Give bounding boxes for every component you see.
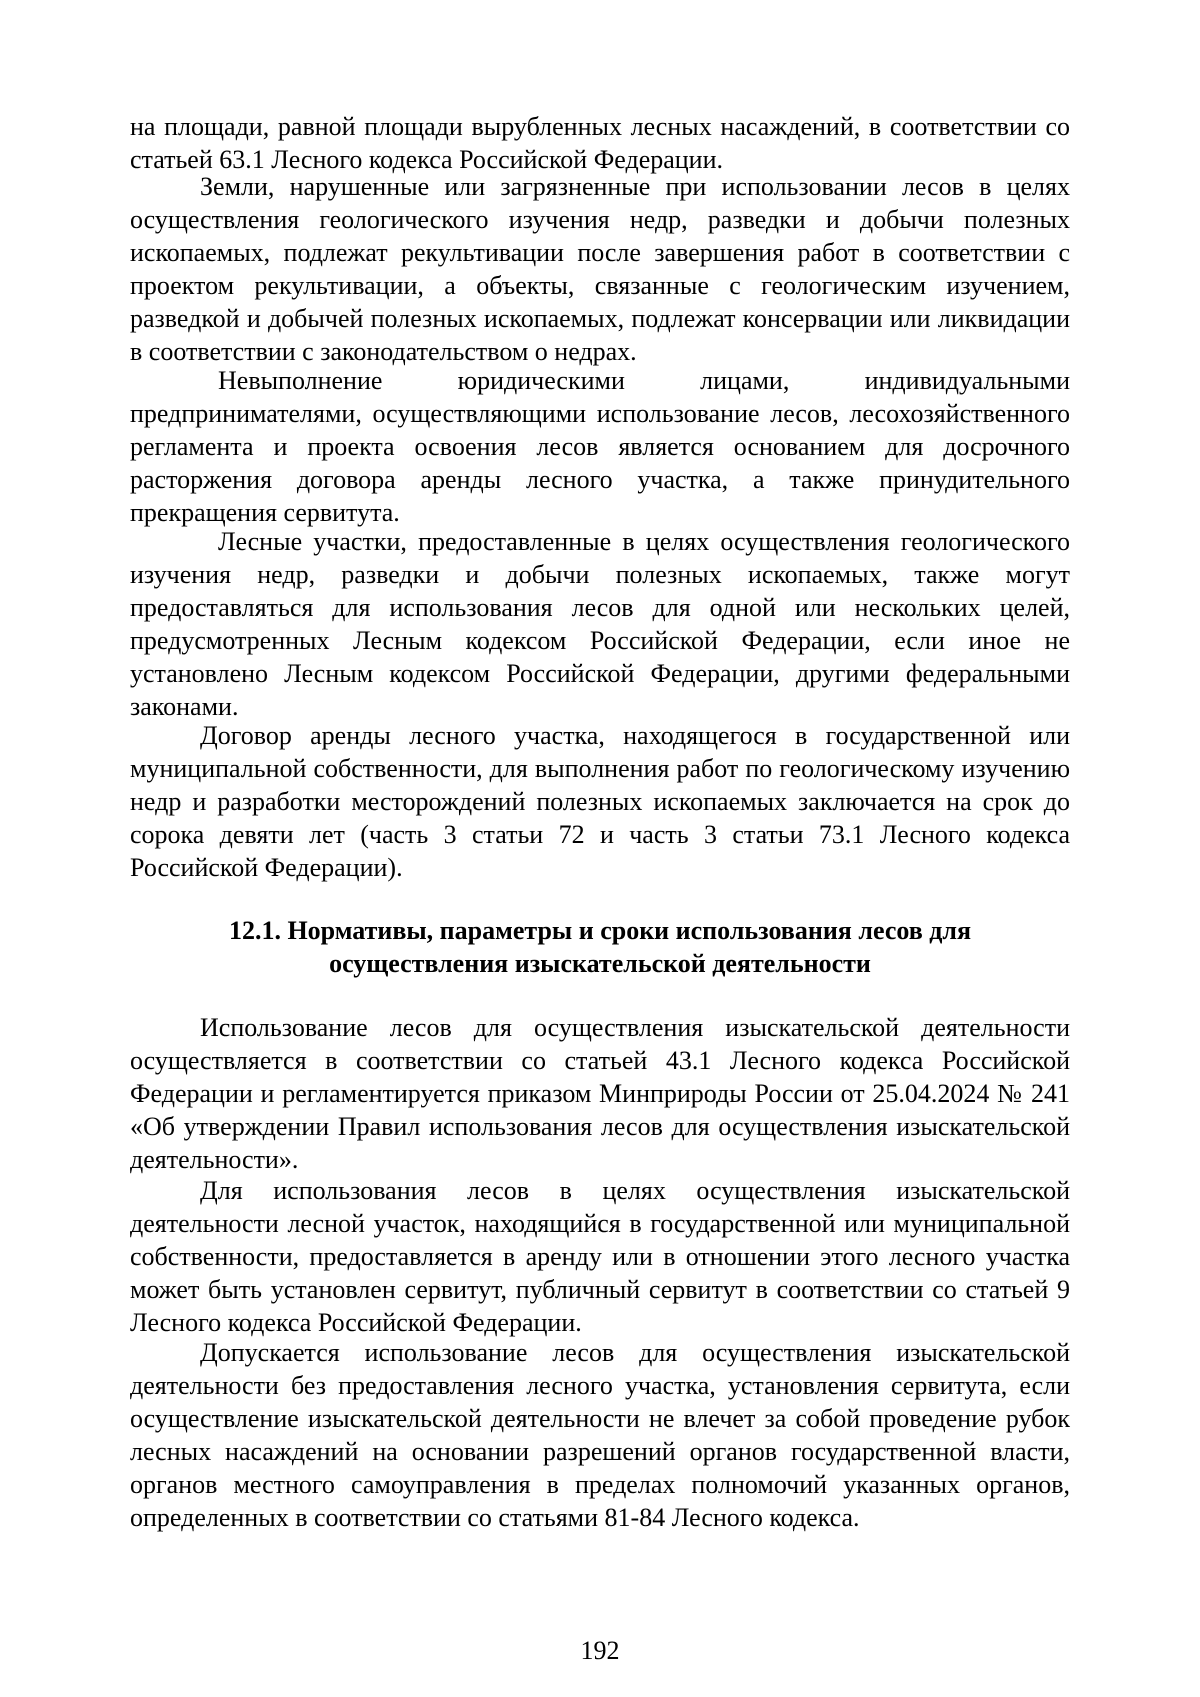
paragraph-survey-without-plot: Допускается использование лесов для осуществления изыскательской деятельности без предоставления лесного участка, установления сервитута, если осуществление изыскательской деятельности не влечет за собой проведение рубок лесных насаждений на основании разрешений органов государственной власти, органов местного самоуправления в пределах полномочий указанных органов, определенных в соответствии со статьями 81-84 Лесного кодекса. (130, 1338, 1070, 1532)
section-heading (130, 914, 1070, 980)
paragraph-non-compliance: Невыполнение юридическими лицами, индивидуальными предпринимателями, осуществляющими использование лесов, лесохозяйственного регламента и проекта освоения лесов является основанием для досрочного расторжения договора аренды лесного участка, а также принудительного прекращения сервитута. (130, 366, 1070, 527)
paragraph-lease-term: Договор аренды лесного участка, находящегося в государственной или муниципальной собственности, для выполнения работ по геологическому изучению недр и разработки месторождений полезных ископаемых заключается на срок до сорока девяти лет (часть 3 статьи 72 и часть 3 статьи 73.1 Лесного кодекса Российской Федерации). (130, 721, 1070, 882)
paragraph-survey-activity: Использование лесов для осуществления изыскательской деятельности осуществляется в соответствии со статьей 43.1 Лесного кодекса Российской Федерации и регламентируется приказом Минприроды России от 25.04.2024 № 241 «Об утверждении Правил использования лесов для осуществления изыскательской деятельности». (130, 1013, 1070, 1174)
page-number: 192 (580, 1636, 620, 1665)
section-heading-line-2: осуществления изыскательской деятельности (329, 949, 871, 978)
paragraph-land-reclamation: Земли, нарушенные или загрязненные при использовании лесов в целях осуществления геологического изучения недр, разведки и добычи полезных ископаемых, подлежат рекультивации после завершения работ в соответствии с проектом рекультивации, а объекты, связанные с геологическим изучением, разведкой и добычей полезных ископаемых, подлежат консервации или ликвидации в соответствии с законодательством о недрах. (130, 172, 1070, 366)
section-heading-line-1: 12.1. Нормативы, параметры и сроки использования лесов для (228, 916, 972, 945)
paragraph-continuation: на площади, равной площади вырубленных лесных насаждений, в соответствии со статьей 63.1 Лесного кодекса Российской Федерации. (130, 112, 1070, 174)
paragraph-lease-plots: Лесные участки, предоставленные в целях осуществления геологического изучения недр, разведки и добычи полезных ископаемых, также могут предоставляться для использования лесов для одной или нескольких целей, предусмотренных Лесным кодексом Российской Федерации, если иное не установлено Лесным кодексом Российской Федерации, другими федеральными законами. (130, 527, 1070, 721)
paragraph-survey-lease: Для использования лесов в целях осуществления изыскательской деятельности лесной участок, находящийся в государственной или муниципальной собственности, предоставляется в аренду или в отношении этого лесного участка может быть установлен сервитут, публичный сервитут в соответствии со статьей 9 Лесного кодекса Российской Федерации. (130, 1176, 1070, 1337)
